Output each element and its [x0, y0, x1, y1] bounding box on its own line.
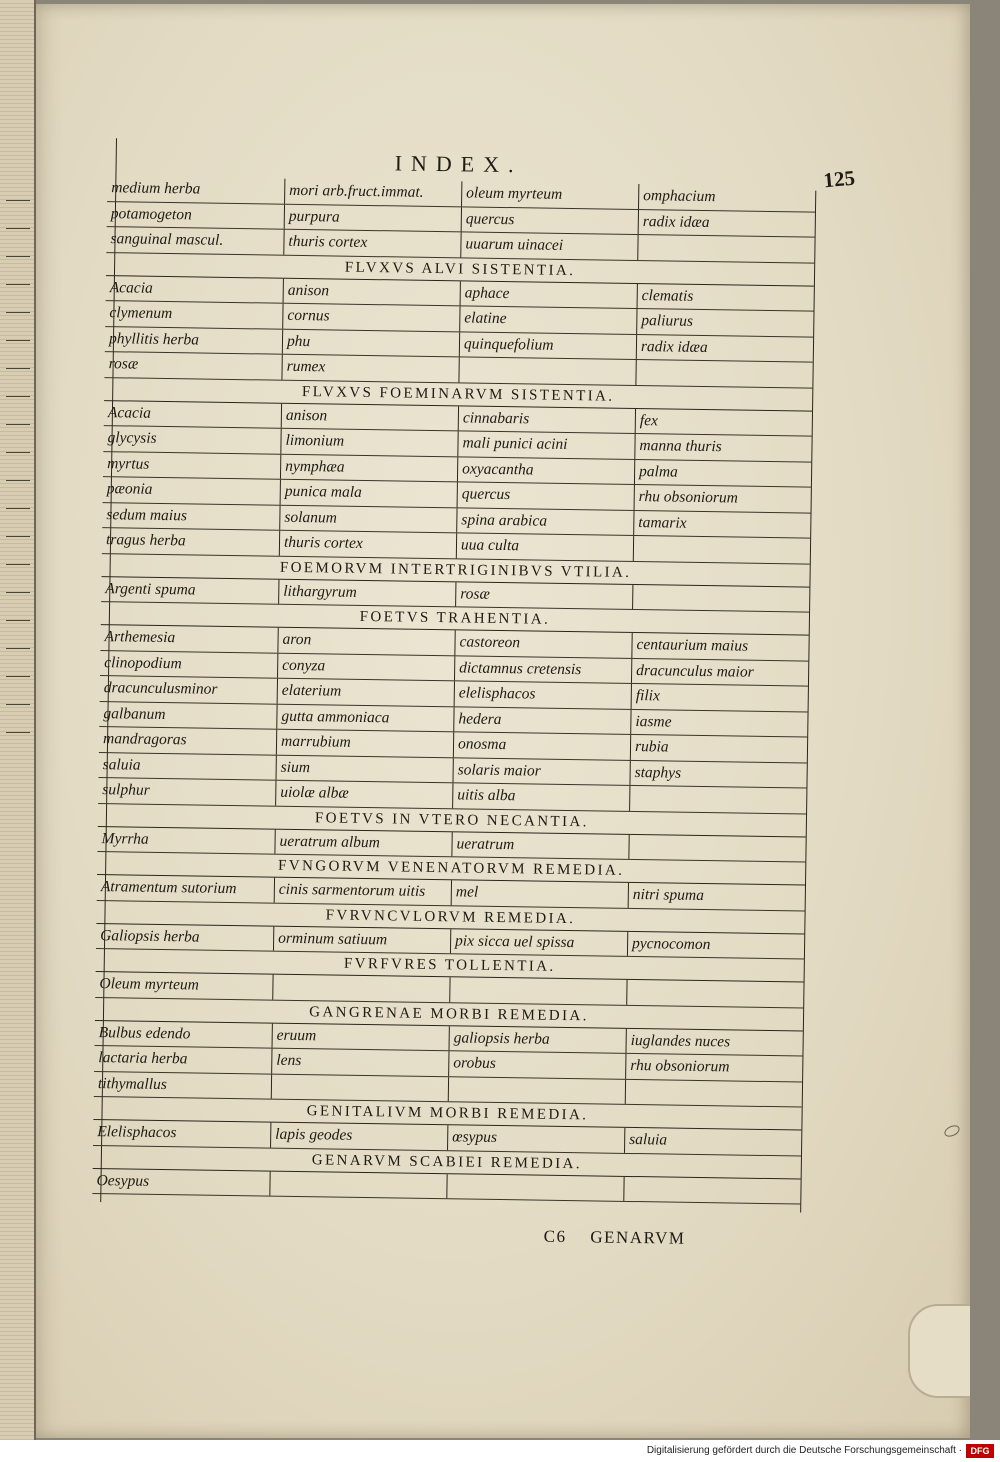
section-heading-text: GENITALIVM MORBI REMEDIA. [306, 1103, 589, 1124]
index-entry: pæonia [106, 480, 153, 498]
index-entry: phyllitis herba [108, 329, 200, 348]
index-entry: tragus herba [105, 531, 186, 550]
index-entry: rhu obsoniorum [634, 485, 811, 512]
margin-rule [6, 480, 30, 481]
index-entry: mel [451, 880, 628, 907]
index-entry: clematis [637, 283, 814, 310]
index-entry: sulphur [102, 781, 150, 799]
index-entry: phu [282, 329, 459, 356]
index-entry: Acacia [109, 278, 153, 297]
index-frame [84, 138, 856, 1248]
index-entry: elelisphacos [454, 681, 631, 708]
index-entry: dictamnus cretensis [454, 656, 631, 683]
index-entry: Arthemesia [104, 628, 176, 647]
index-entry [626, 980, 803, 1007]
margin-rule [6, 284, 30, 285]
index-entry: Argenti spuma [105, 579, 196, 598]
index-entry: œsypus [447, 1125, 624, 1152]
index-entry: uua culta [456, 533, 633, 560]
page-number: 125 [822, 165, 856, 193]
index-entry: Acacia [107, 403, 152, 422]
index-entry: solanum [279, 505, 456, 532]
index-entry: onosma [453, 732, 630, 759]
index-entry: conyza [277, 653, 454, 680]
index-entry: manna thuris [634, 434, 811, 461]
index-entry: uuarum uinacei [460, 232, 637, 259]
index-entry: punica mala [280, 480, 457, 507]
index-entry: lapis geodes [270, 1123, 447, 1150]
index-entry: mori arb.fruct.immat. [284, 179, 461, 206]
index-entry: anison [281, 403, 458, 430]
index-entry: elaterium [277, 679, 454, 706]
index-entry: cinis sarmentorum uitis [274, 878, 451, 905]
index-entry: eruum [272, 1023, 449, 1050]
index-entry [632, 584, 809, 611]
index-entry [637, 235, 814, 262]
index-entry: elatine [459, 306, 636, 333]
index-entry: Oleum myrteum [99, 975, 200, 994]
index-entry: solaris maior [452, 758, 629, 785]
index-entry: sium [276, 755, 453, 782]
index-entry: cornus [282, 304, 459, 331]
index-entry [633, 536, 810, 563]
margin-rule [6, 536, 30, 537]
index-entry: Elelisphacos [97, 1123, 177, 1142]
index-entry: quercus [457, 482, 634, 509]
index-entry [269, 1171, 446, 1198]
index-entry: Bulbus edendo [98, 1023, 191, 1042]
index-entry: quinquefolium [459, 332, 636, 359]
index-entry: purpura [284, 204, 461, 231]
index-entry [458, 357, 635, 384]
index-entry: iuglandes nuces [625, 1028, 802, 1055]
index-entry [446, 1174, 623, 1201]
index-entry: castoreon [454, 630, 631, 657]
index-entry: thuris cortex [283, 230, 460, 257]
index-entry: marrubium [276, 730, 453, 757]
margin-rule [6, 452, 30, 453]
index-entry: Galiopsis herba [100, 926, 200, 946]
index-entry: staphys [629, 760, 806, 787]
index-entry: lens [271, 1049, 448, 1076]
index-table [92, 176, 815, 1204]
index-entry: rosæ [108, 355, 139, 373]
section-heading-text: FVNGORVM VENENATORVM REMEDIA. [277, 857, 625, 879]
index-entry: clymenum [109, 304, 173, 323]
section-heading-text: FVRVNCVLORVM REMEDIA. [325, 906, 576, 927]
margin-rule [6, 200, 30, 201]
margin-rule [6, 312, 30, 313]
index-entry: potamogeton [110, 204, 192, 223]
digitization-footer [0, 1440, 1000, 1462]
index-entry [625, 1079, 802, 1106]
index-entry: myrtus [107, 454, 150, 473]
footer-credit: Digitalisierung gefördert durch die Deutsche Forschungsgemeinschaft · [646, 1445, 962, 1456]
index-entry: nitri spuma [628, 883, 805, 910]
margin-rule [6, 424, 30, 425]
index-entry: aron [277, 628, 454, 655]
running-head: INDEX. [394, 150, 523, 178]
index-entry: thuris cortex [279, 531, 456, 558]
index-entry [623, 1176, 800, 1203]
margin-rule [6, 340, 30, 341]
index-entry: filix [631, 684, 808, 711]
index-entry: radix idæa [638, 209, 815, 236]
index-entry: dracunculus maior [631, 658, 808, 685]
index-entry: mandragoras [102, 730, 187, 749]
index-entry [629, 786, 806, 813]
section-heading-text: GANGRENAE MORBI REMEDIA. [309, 1003, 589, 1024]
section-heading-text: FOETVS IN VTERO NECANTIA. [314, 809, 589, 830]
margin-rule [6, 508, 30, 509]
index-entry: gutta ammoniaca [276, 704, 453, 731]
margin-rule [6, 676, 30, 677]
index-entry: cinnabaris [458, 406, 635, 433]
index-entry: dracunculusminor [103, 679, 218, 698]
index-entry: lactaria herba [98, 1049, 188, 1068]
index-entry: fex [635, 408, 812, 435]
index-entry: paliurus [636, 309, 813, 336]
index-entry [272, 975, 449, 1002]
section-heading-text: FLVXVS ALVI SISTENTIA. [344, 259, 576, 279]
section-heading-text: FOEMORVM INTERTRIGINIBVS VTILIA. [279, 559, 632, 581]
index-entry [271, 1074, 448, 1101]
index-entry: uitis alba [452, 783, 629, 810]
margin-rule [6, 620, 30, 621]
margin-rule [6, 228, 30, 229]
margin-rule [6, 368, 30, 369]
index-entry [635, 360, 812, 387]
index-entry: pix sicca uel spissa [450, 929, 627, 956]
index-entry: saluia [102, 755, 141, 774]
dfg-logo: DFG [966, 1444, 994, 1458]
index-entry: oleum myrteum [461, 181, 638, 208]
index-entry: centaurium maius [631, 633, 808, 660]
index-entry: aphace [460, 281, 637, 308]
index-entry: clinopodium [104, 653, 182, 672]
margin-rule [6, 648, 30, 649]
index-entry: mali punici acini [457, 431, 634, 458]
index-entry [449, 977, 626, 1004]
index-entry: palma [634, 459, 811, 486]
index-entry: tamarix [633, 510, 810, 537]
index-entry: orobus [448, 1051, 625, 1078]
index-entry: orminum satiuum [273, 926, 450, 953]
section-heading-text: FLVXVS FOEMINARVM SISTENTIA. [301, 383, 615, 405]
margin-rule [6, 592, 30, 593]
margin-rule [6, 564, 30, 565]
index-entry: rubia [630, 735, 807, 762]
index-entry: glycysis [107, 429, 157, 447]
index-entry: radix idæa [636, 334, 813, 361]
section-heading-text: GENARVM SCABIEI REMEDIA. [311, 1151, 583, 1172]
margin-rule [6, 256, 30, 257]
index-entry: tithymallus [97, 1074, 167, 1093]
index-entry: galbanum [103, 704, 166, 723]
index-entry: saluia [624, 1128, 801, 1155]
index-entry: galiopsis herba [449, 1026, 626, 1053]
index-entry: omphacium [638, 184, 815, 211]
index-entry [628, 834, 805, 861]
index-entry: rosæ [455, 582, 632, 609]
index-entry: oxyacantha [457, 457, 634, 484]
index-entry: rhu obsoniorum [625, 1054, 802, 1081]
index-entry: Atramentum sutorium [100, 878, 237, 898]
index-entry: ueratrum [451, 832, 628, 859]
index-entry: iasme [630, 709, 807, 736]
index-entry: pycnocomon [627, 931, 804, 958]
adjacent-page-edge [0, 0, 36, 1440]
index-entry: rumex [281, 355, 458, 382]
section-heading-text: FVRFVRES TOLLENTIA. [343, 955, 556, 975]
margin-rule [6, 732, 30, 733]
index-entry: uiolæ albæ [275, 781, 452, 808]
margin-rule [6, 704, 30, 705]
index-entry: medium herba [111, 179, 201, 198]
index-entry: sanguinal mascul. [110, 230, 224, 249]
index-entry [448, 1077, 625, 1104]
page-fold [908, 1304, 970, 1398]
index-entry: lithargyrum [278, 579, 455, 606]
index-entry: spina arabica [456, 508, 633, 535]
index-entry: anison [283, 278, 460, 305]
index-entry: ueratrum album [274, 829, 451, 856]
index-entry: quercus [461, 207, 638, 234]
index-entry: Oesypus [96, 1171, 150, 1190]
index-entry: Myrrha [101, 829, 149, 848]
catchword: C6 GENARVM [543, 1226, 686, 1248]
index-entry: sedum maius [106, 505, 188, 524]
section-heading-text: FOETVS TRAHENTIA. [359, 608, 551, 628]
index-entry: hedera [453, 707, 630, 734]
index-entry: limonium [280, 429, 457, 456]
index-entry: nymphæa [280, 454, 457, 481]
margin-rule [6, 396, 30, 397]
